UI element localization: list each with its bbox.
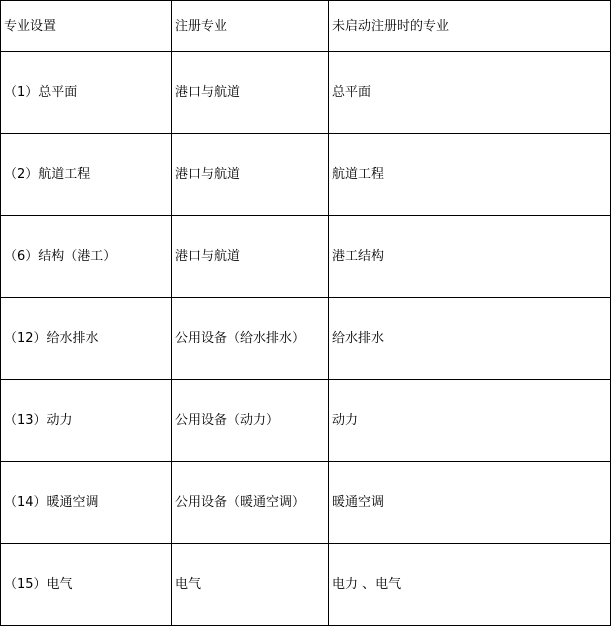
table-cell: 总平面: [329, 52, 611, 134]
table-row: [1, 52, 611, 134]
table-cell: 港口与航道: [172, 216, 329, 298]
table-cell: （2）航道工程: [1, 134, 172, 216]
table-cell: 港口与航道: [172, 134, 329, 216]
table-cell: （1）总平面: [1, 52, 172, 134]
table-cell: （12）给水排水: [1, 298, 172, 380]
table-cell: （6）结构（港工）: [1, 216, 172, 298]
header-cell-pre-registration-specialty: 未启动注册时的专业: [329, 1, 611, 52]
table-row: [1, 298, 611, 380]
table-header-row: [1, 1, 611, 52]
header-cell-specialty: 专业设置: [1, 1, 172, 52]
table-row: [1, 380, 611, 462]
table-cell: 航道工程: [329, 134, 611, 216]
table-cell: （15）电气: [1, 544, 172, 626]
table-row: [1, 216, 611, 298]
table-cell: 电气: [172, 544, 329, 626]
table-cell: （14）暖通空调: [1, 462, 172, 544]
table-cell: 港工结构: [329, 216, 611, 298]
table-row: [1, 544, 611, 626]
table-row: [1, 134, 611, 216]
table-cell: 动力: [329, 380, 611, 462]
table-cell: 给水排水: [329, 298, 611, 380]
table-cell: 公用设备（动力）: [172, 380, 329, 462]
table-cell: 电力 、电气: [329, 544, 611, 626]
table-cell: 公用设备（给水排水）: [172, 298, 329, 380]
table-row: [1, 462, 611, 544]
header-cell-registered-specialty: 注册专业: [172, 1, 329, 52]
table-cell: 暖通空调: [329, 462, 611, 544]
table-cell: 公用设备（暖通空调）: [172, 462, 329, 544]
table-cell: 港口与航道: [172, 52, 329, 134]
table-cell: （13）动力: [1, 380, 172, 462]
